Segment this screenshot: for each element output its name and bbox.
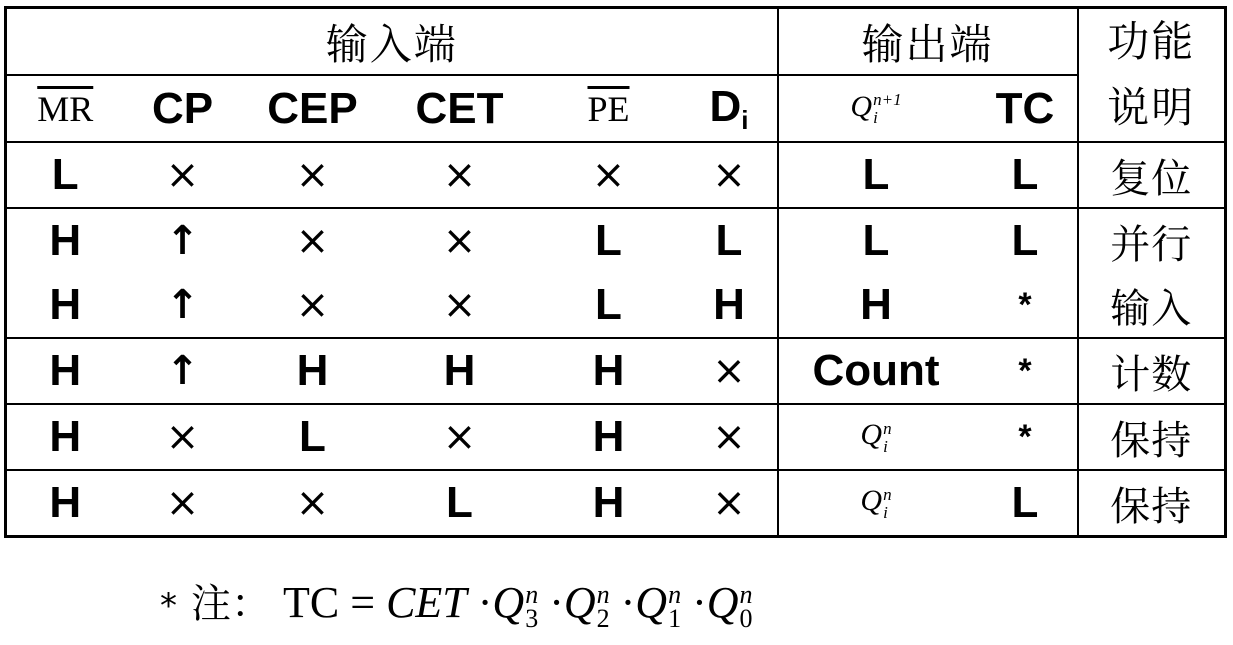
cell-cet: L bbox=[384, 470, 536, 537]
cell-q: Q n i bbox=[778, 470, 974, 537]
cell-q: L bbox=[778, 208, 974, 273]
cell-q: Q n i bbox=[778, 404, 974, 470]
col-cep: CEP bbox=[242, 75, 384, 142]
cell-pe: L bbox=[536, 208, 682, 273]
cell-mr: H bbox=[6, 404, 124, 470]
cell-tc: L bbox=[974, 142, 1078, 208]
cell-desc: 输入 bbox=[1078, 273, 1226, 338]
cell-tc: L bbox=[974, 208, 1078, 273]
cell-cp: × bbox=[124, 404, 242, 470]
col-q-next: Q n+1 i bbox=[778, 75, 974, 142]
function-header: 功能 说明 bbox=[1078, 8, 1226, 143]
cell-di: × bbox=[682, 338, 778, 404]
col-cet: CET bbox=[384, 75, 536, 142]
cell-cp: ↑ bbox=[124, 273, 242, 338]
cell-mr: H bbox=[6, 208, 124, 273]
col-tc: TC bbox=[974, 75, 1078, 142]
col-mr: $\overline{MR}$ bbox=[6, 75, 124, 142]
cell-tc: L bbox=[974, 470, 1078, 537]
cell-q: H bbox=[778, 273, 974, 338]
cell-cep: × bbox=[242, 142, 384, 208]
inputs-header: 输入端 bbox=[6, 8, 778, 76]
cell-cet: × bbox=[384, 208, 536, 273]
cell-cet: × bbox=[384, 273, 536, 338]
cell-q: Count bbox=[778, 338, 974, 404]
cell-tc: * bbox=[974, 273, 1078, 338]
cell-pe: H bbox=[536, 404, 682, 470]
cell-q: L bbox=[778, 142, 974, 208]
cell-desc: 复位 bbox=[1078, 142, 1226, 208]
tc-formula-note: * 注： TC = CET ·Q n 3 ·Q n 2 ·Q n 1 ·Q n 0 bbox=[160, 578, 753, 633]
col-di: Di bbox=[682, 75, 778, 142]
col-cp: CP bbox=[124, 75, 242, 142]
cell-mr: L bbox=[6, 142, 124, 208]
cell-cp: ↑ bbox=[124, 338, 242, 404]
cell-cp: × bbox=[124, 142, 242, 208]
cell-di: × bbox=[682, 142, 778, 208]
cell-cep: L bbox=[242, 404, 384, 470]
cell-desc: 计数 bbox=[1078, 338, 1226, 404]
cell-cet: H bbox=[384, 338, 536, 404]
cell-mr: H bbox=[6, 273, 124, 338]
cell-di: L bbox=[682, 208, 778, 273]
cell-cep: × bbox=[242, 273, 384, 338]
cell-cp: × bbox=[124, 470, 242, 537]
cell-pe: H bbox=[536, 338, 682, 404]
col-pe: $\overline{PE}$ bbox=[536, 75, 682, 142]
cell-pe: H bbox=[536, 470, 682, 537]
cell-di: × bbox=[682, 404, 778, 470]
cell-pe: L bbox=[536, 273, 682, 338]
truth-table bbox=[4, 6, 1227, 538]
cell-mr: H bbox=[6, 338, 124, 404]
cell-cep: × bbox=[242, 470, 384, 537]
cell-di: H bbox=[682, 273, 778, 338]
cell-cet: × bbox=[384, 404, 536, 470]
cell-desc: 并行 bbox=[1078, 208, 1226, 273]
cell-cet: × bbox=[384, 142, 536, 208]
cell-mr: H bbox=[6, 470, 124, 537]
cell-di: × bbox=[682, 470, 778, 537]
cell-desc: 保持 bbox=[1078, 404, 1226, 470]
cell-pe: × bbox=[536, 142, 682, 208]
note-lhs: TC bbox=[283, 578, 340, 627]
note-star: * bbox=[160, 586, 177, 626]
cell-desc: 保持 bbox=[1078, 470, 1226, 537]
outputs-header: 输出端 bbox=[778, 8, 1078, 76]
cell-cp: ↑ bbox=[124, 208, 242, 273]
cell-tc: * bbox=[974, 404, 1078, 470]
cell-cep: × bbox=[242, 208, 384, 273]
cell-cep: H bbox=[242, 338, 384, 404]
note-label: 注： bbox=[191, 581, 271, 627]
cell-tc: * bbox=[974, 338, 1078, 404]
